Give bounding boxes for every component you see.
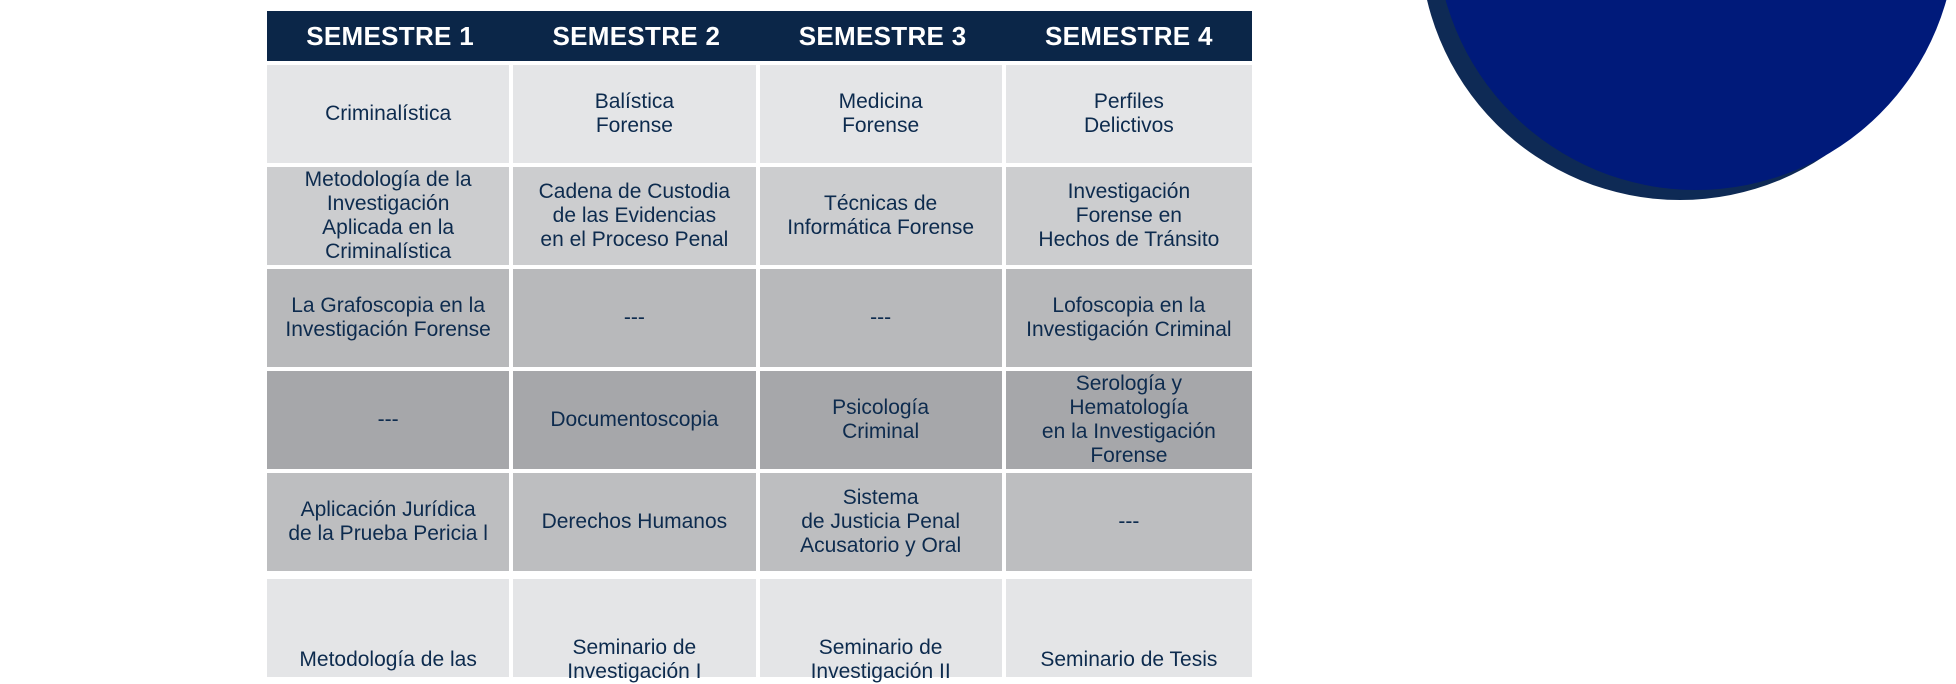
decorative-circle-blue bbox=[1436, 0, 1956, 190]
course-name: Psicología Criminal bbox=[832, 396, 930, 443]
header-semester-1: SEMESTRE 1 bbox=[267, 11, 513, 61]
course-cell bbox=[760, 469, 1006, 571]
table-row bbox=[267, 469, 1252, 571]
course-cell bbox=[760, 571, 1006, 683]
table-row bbox=[267, 61, 1252, 163]
course-name: Perfiles Delictivos bbox=[1083, 90, 1174, 137]
course-name: --- bbox=[1118, 510, 1140, 533]
course-name: --- bbox=[377, 408, 399, 431]
course-cell bbox=[267, 61, 513, 163]
table-row bbox=[267, 163, 1252, 265]
course-cell bbox=[267, 163, 513, 265]
course-name: Cadena de Custodia de las Evidencias en el Proceso Penal bbox=[538, 180, 731, 251]
course-name: Sistema de Justicia Penal Acusatorio y Oral bbox=[800, 486, 962, 557]
course-cell bbox=[513, 265, 759, 367]
course-name: La Grafoscopia en la Investigación Forense bbox=[285, 294, 491, 341]
course-cell bbox=[267, 571, 513, 677]
course-cell bbox=[760, 367, 1006, 469]
course-name: Metodología de la Investigación Aplicada en la Criminalística bbox=[304, 168, 472, 263]
course-name: Derechos Humanos bbox=[541, 510, 728, 533]
course-name: Documentoscopia bbox=[550, 408, 719, 431]
course-cell bbox=[1006, 469, 1252, 571]
course-name: Lofoscopia en la Investigación Criminal bbox=[1026, 294, 1232, 341]
course-name: Investigación Forense en Hechos de Tránsito bbox=[1038, 180, 1220, 251]
course-cell bbox=[1006, 571, 1252, 677]
header-row bbox=[267, 11, 1252, 61]
course-name: Criminalística bbox=[325, 102, 452, 125]
course-name: Seminario de Investigación I bbox=[567, 636, 702, 683]
course-cell bbox=[513, 367, 759, 469]
course-cell bbox=[1006, 61, 1252, 163]
course-cell bbox=[1006, 163, 1252, 265]
header-semester-4: SEMESTRE 4 bbox=[1006, 11, 1252, 61]
course-cell bbox=[760, 265, 1006, 367]
course-cell bbox=[267, 367, 513, 469]
course-cell bbox=[513, 61, 759, 163]
course-name: --- bbox=[623, 306, 645, 329]
table-row bbox=[267, 265, 1252, 367]
course-name: Balística Forense bbox=[594, 90, 675, 137]
curriculum-table bbox=[267, 11, 1252, 683]
table-row bbox=[267, 571, 1252, 677]
table-row bbox=[267, 367, 1252, 469]
course-name: Medicina Forense bbox=[838, 90, 923, 137]
course-name: Seminario de Tesis bbox=[1040, 648, 1218, 671]
course-name: Técnicas de Informática Forense bbox=[787, 192, 974, 239]
course-cell bbox=[513, 469, 759, 571]
course-name: --- bbox=[870, 306, 892, 329]
course-cell bbox=[267, 469, 513, 571]
course-name: Aplicación Jurídica de la Prueba Pericia l bbox=[288, 498, 488, 545]
header-semester-2: SEMESTRE 2 bbox=[513, 11, 759, 61]
course-cell bbox=[267, 265, 513, 367]
course-cell bbox=[1006, 265, 1252, 367]
course-name: Seminario de Investigación II bbox=[810, 636, 951, 683]
course-cell bbox=[513, 571, 759, 683]
course-name: Metodología de las bbox=[299, 648, 477, 671]
course-cell bbox=[760, 61, 1006, 163]
course-cell bbox=[1006, 367, 1252, 469]
header-semester-3: SEMESTRE 3 bbox=[760, 11, 1006, 61]
course-name: Serología y Hematología en la Investigación Forense bbox=[1041, 372, 1216, 467]
course-cell bbox=[760, 163, 1006, 265]
course-cell bbox=[513, 163, 759, 265]
